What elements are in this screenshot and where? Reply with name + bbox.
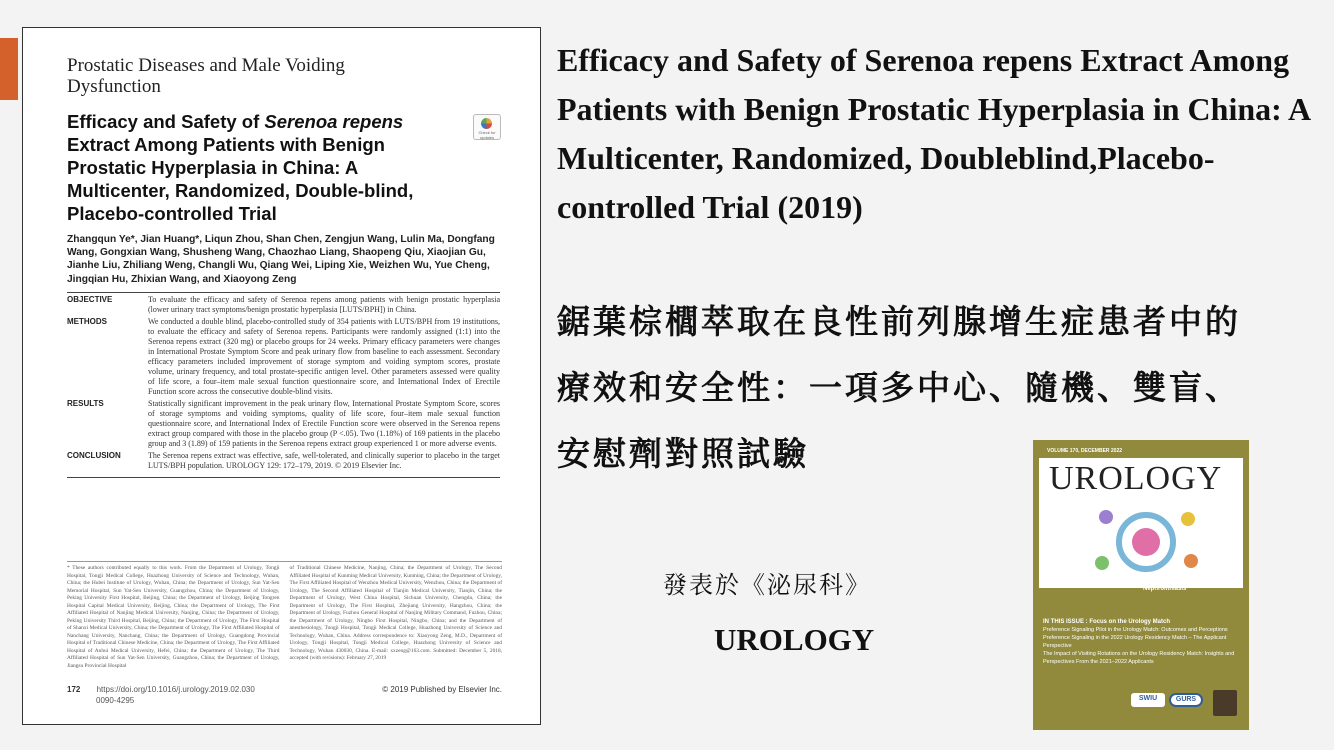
cover-volume: VOLUME 170, DECEMBER 2022 (1047, 448, 1123, 454)
footnotes (67, 561, 502, 670)
footnote-left: * These authors contributed equally to this work. From the Department of Urology, Tongji Hospital, Tongji Medical College, Huazhong University of Science and Technology, Wuhan, China; the Hubei Institute of Urology, Wuhan, China; the Department of Urology, Sun Yat-Sen Memorial Hospital, Sun Yat-Sen University, Guangzhou, China; the Department of Urology, Peking University First Hospital, Beijing, China; the Department of Urology, Beijing Tongren Hospital Capital Medical University, Beijing, China; the Department of Urology, The First Affiliated Hospital of Nanjing Medical University, Nanjing, China; the Department of Urology, Peking University Third Hospital, Beijing, China; the Department of Urology, The First Hospital of Shanxi Medical University, China; the Department of Urology, The First Affiliated Hospital of Nanchang University, Nanchang, China; the Department of Urology, Guangdong Provincial Hospital of Traditional Chinese Medicine, China; the Department of Urology, The First Affiliated Hospital of Anhui Medical University, Hefei, China; the Department of Urology, The Third Affiliated Hospital of Sun Yat-Sen University, Guangzhou, China; the Department of Urology, Jiangsu Provincial Hospital (67, 565, 280, 669)
abstract (67, 292, 500, 478)
cover-issue-list: IN THIS ISSUE : Focus on the Urology Match Preference Signaling Pilot in the Urology Match: Outcomes and Perceptions Preference Signaling in the 2022 Urology Residency Match – The Applicant Perspective The Impact of Visiting Rotations on the Urology Residency Match: Insights and Perspectives From the 2021–2022 Applicants (1043, 619, 1235, 665)
elsevier-logo-icon (1213, 690, 1237, 716)
cover-logos (1131, 690, 1243, 712)
chinese-title-line: 鋸葉棕櫚萃取在良性前列腺增生症患者中的 (557, 302, 1241, 341)
publisher-note: © 2019 Published by Elsevier Inc. (382, 685, 502, 694)
chinese-title-line: 療效和安全性：一項多中心、隨機、雙盲、 (557, 368, 1241, 407)
cover-banner (1039, 458, 1243, 498)
gurs-logo: GURS (1169, 693, 1203, 707)
abstract-methods: METHODS We conducted a double blind, placebo-controlled study of 354 patients with LUTS/BPH from 19 institutions, to evaluate the efficacy and safety of Serenoa repens. Participants were randomly assigned (1:1) into the Serenoa repens extract (320 mg) or placebo groups for 24 weeks. Primary efficacy parameters were changes in International Prostate Symptom Score and peak urinary flow from baseline to each assessment. Secondary efficacy parameters included improvement of storage symptom and voiding symptom scores, prostate volume, urinary frequency, and total prostate-specific antigen level. Other parameters assessed were quality of life score, a four–item male sexual function questionnaire score, and International Index of Erectile Function score across the consecutive double-blind visits. (67, 317, 500, 396)
journal-section: Prostatic Diseases and Male Voiding Dysfunction (67, 55, 345, 97)
page-footer (67, 685, 502, 705)
chinese-title-line: 安慰劑對照試驗 (557, 434, 809, 473)
author-list: Zhangqun Ye*, Jian Huang*, Liqun Zhou, Shan Chen, Zengjun Wang, Lulin Ma, Dongfang Wang, Gongxian Wang, Shusheng Wang, Chaozhao Liang, Shaopeng Qiu, Xiaojian Gu, Jianhe Liu, Zhiliang Weng, Changli Wu, Qiang Wei, Liping Xie, Weizhen Wu, Yue Cheng, Jingqian Hu, Zhixian Wang, and Xiaoyong Zeng (67, 234, 495, 285)
check-updates-label: Check for updates (478, 130, 496, 140)
check-updates-badge (473, 114, 501, 140)
abstract-conclusion: CONCLUSION The Serenoa repens extract was effective, safe, well-tolerated, and clinically superior to placebo in the target LUTS/BPH population. UROLOGY 129: 172–179, 2019. © 2019 Elsevier Inc. (67, 451, 500, 470)
paper-first-page (22, 27, 541, 725)
swiu-logo: SWIU (1131, 693, 1165, 707)
cover-figure (1039, 498, 1243, 588)
abstract-results: RESULTS Statistically significant improvement in the peak urinary flow, International Prostate Symptom Score, scores of storage symptoms and voiding symptoms, quality of life score, four–item male sexual function questionnaire score, and International Index of Erectile Function score were observed in the Serenoa repens extract group compared with those in the placebo group (P <.05). Two (1.18%) of 169 patients in the placebo group and 3 (1.89) of 159 patients in the Serenoa repens extract group experienced 1 or more adverse events. (67, 399, 500, 448)
journal-name: UROLOGY (714, 622, 875, 657)
cover-title: UROLOGY (1049, 460, 1223, 497)
cover-feature: Financial Toxicity of Nephrolithiasis (1143, 580, 1201, 592)
english-title: Efficacy and Safety of Serenoa repens Extract Among Patients with Benign Prostatic Hyperplasia in China: A Multicenter, Randomized, Doubleblind,Placebo-controlled Trial (2019) (557, 42, 1310, 225)
published-in: 發表於《泌尿科》 (663, 571, 871, 599)
abstract-objective: OBJECTIVE To evaluate the efficacy and safety of Serenoa repens among patients with benign prostatic hyperplasia (lower urinary tract symptoms/benign prostatic hyperplasia [LUTS/BPH]) in China. (67, 295, 500, 314)
paper-title: Efficacy and Safety of Serenoa repens Extract Among Patients with Benign Prostatic Hyperplasia in China: A Multicenter, Randomized, Double-blind, Placebo-controlled Trial (67, 111, 414, 224)
footnote-right: of Traditional Chinese Medicine, Nanjing, China; the Department of Urology, The Second Affiliated Hospital of Kunming Medical University, Kunming, China; the Department of Urology, The First Affiliated Hospital of Wenzhou Medical University, Wenzhou, China; the Department of Urology, The Second Affiliated Hospital of Tianjin Medical University, Tianjin, China; the Department of Urology, West China Hospital, Sichuan University, Chengdu, China; the Department of Urology, The First Hospital, Zhejiang University, Hangzhou, China; the Department of Urology, Fuzhou General Hospital of Nanjing Military Command, Fuzhou, China; the Department of Urology, Ningbo First Hospital, Ningbo, China; and the Department of anesthesiology, Tongji Hospital, Tongji Medical College, Huazhong University of Science and Technology, Wuhan, China. Address correspondence to: Xiaoyong Zeng, M.D., Department of Urology, Tongji Hospital, Tongji Medical College, Huazhong University of Science and Technology, Wuhan 430030, China. E-mail: xxzeng@163.com. Submitted: December 5, 2018, accepted (with revisions): February 27, 2019 (289, 565, 502, 661)
page-number: 172 (67, 685, 81, 694)
journal-cover (1033, 440, 1249, 730)
check-updates-icon (481, 118, 492, 129)
doi-link[interactable]: https://doi.org/10.1016/j.urology.2019.02.030 (96, 685, 255, 694)
abstract-divider (67, 477, 500, 478)
accent-bar (0, 38, 18, 100)
issn: 0090-4295 (96, 696, 135, 705)
